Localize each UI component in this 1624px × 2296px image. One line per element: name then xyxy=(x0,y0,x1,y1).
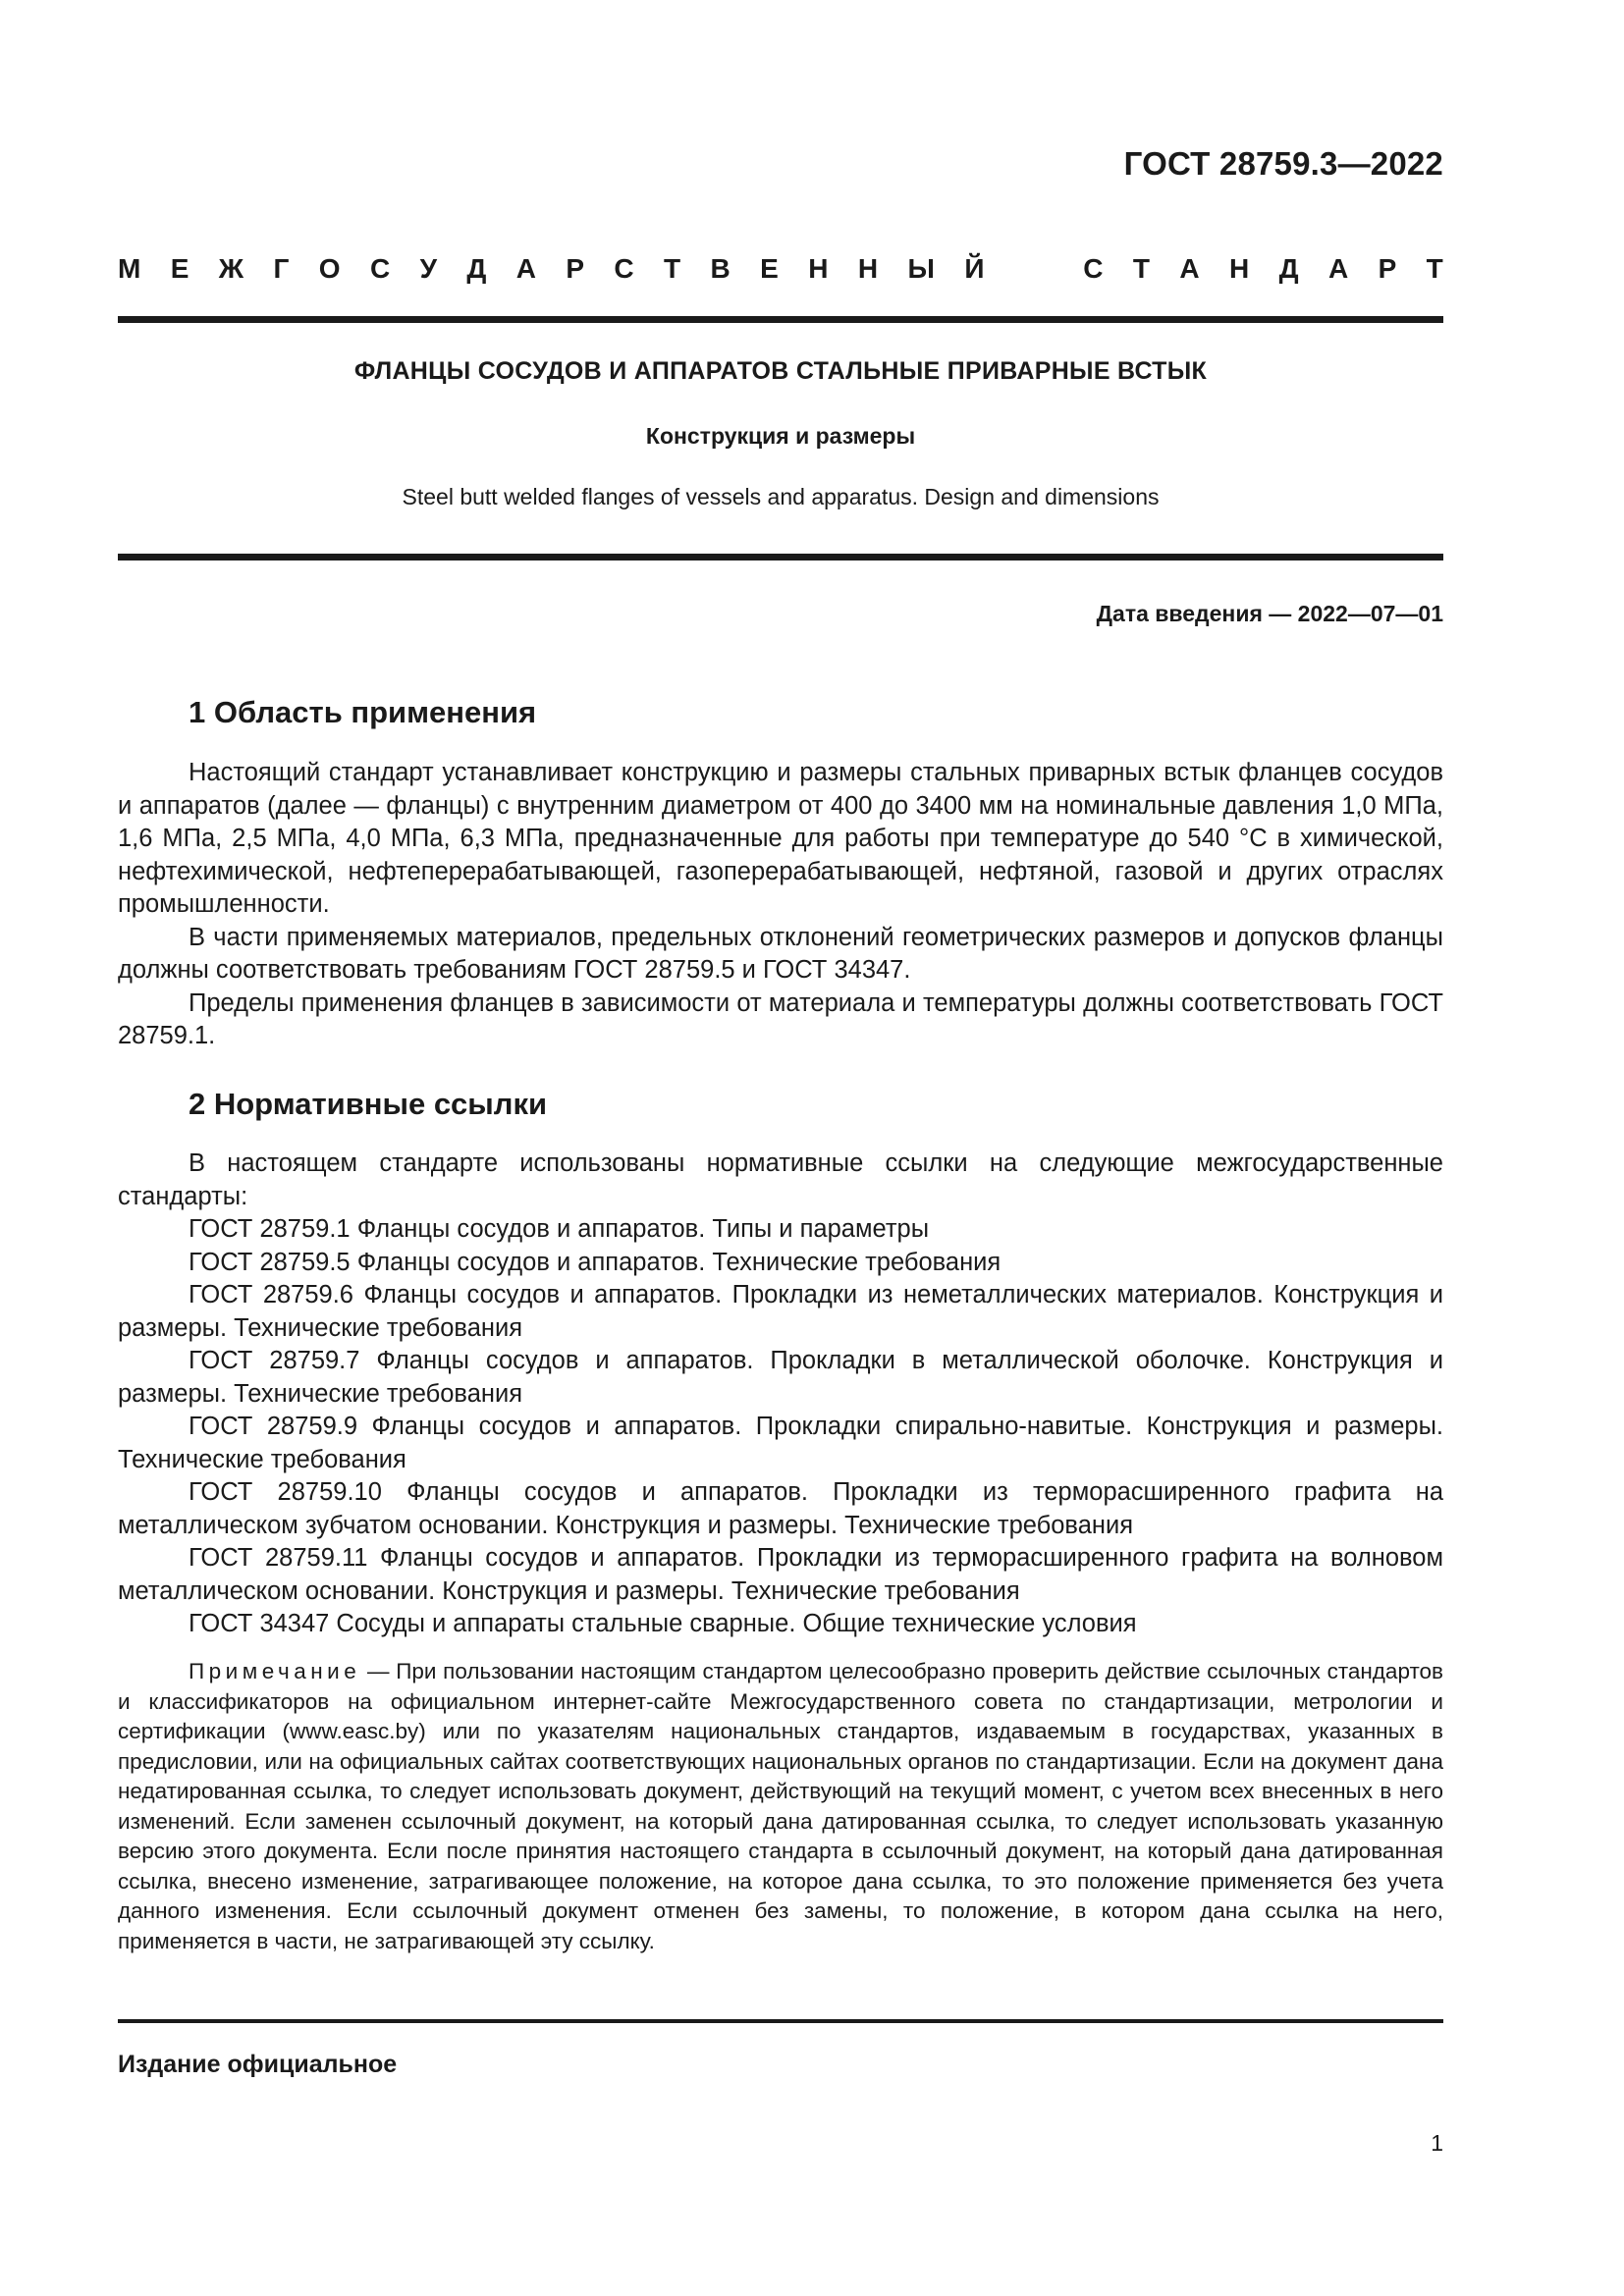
note-text: — При пользовании настоящим стандартом целесообразно проверить действие ссылочных стандартов и классификаторов на официальном интернет-сайте Межгосударственного совета по стандартизации, метрологии и сертификации (www.easc.by) или по указателям национальных стандартов, издаваемым в государствах, указанных в предисловии, или на официальных сайтах соответствующих национальных органов по стандартизации. Если на документ дана недатированная ссылка, то следует использовать документ, действующий на текущий момент, с учетом всех внесенных в него изменений. Если заменен ссылочный документ, на который дана датированная ссылка, то следует использовать указанную версию этого документа. Если после принятия настоящего стандарта в ссылочный документ, на который дана датированная ссылка, внесено изменение, затрагивающее положение, на которое дана ссылка, то это положение применяется без учета данного изменения. Если ссылочный документ отменен без замены, то положение, в котором дана ссылка на него, применяется в части, не затрагивающей эту ссылку. xyxy=(118,1659,1443,1953)
page-number: 1 xyxy=(1431,2130,1443,2156)
document-number: ГОСТ 28759.3—2022 xyxy=(1123,145,1443,182)
reference-item: ГОСТ 28759.5 Фланцы сосудов и аппаратов. Технические требования xyxy=(189,1248,1001,1276)
banner-letter: С xyxy=(1083,253,1104,284)
reference-item: ГОСТ 28759.9 Фланцы сосудов и аппаратов. Прокладки спирально-навитые. Конструкция и размеры. Технические требования xyxy=(118,1413,1443,1473)
banner-letter: Е xyxy=(170,253,189,284)
note-paragraph xyxy=(118,1657,1443,1956)
banner-letter: А xyxy=(515,253,536,284)
note-label: Примечание xyxy=(189,1659,361,1683)
edition-label: Издание официальное xyxy=(118,2051,398,2078)
reference-item: ГОСТ 28759.1 Фланцы сосудов и аппаратов. Типы и параметры xyxy=(189,1215,930,1243)
section-2-body xyxy=(118,1148,1443,1641)
banner-letter: Н xyxy=(857,253,879,284)
document-page xyxy=(118,0,1443,2296)
document-subtitle: Конструкция и размеры xyxy=(645,423,916,449)
banner-letter: Д xyxy=(1278,253,1299,284)
banner-letter: Г xyxy=(273,253,290,284)
banner-letter: В xyxy=(710,253,731,284)
reference-item: ГОСТ 28759.7 Фланцы сосудов и аппаратов. Прокладки в металлической оболочке. Конструкция и размеры. Технические требования xyxy=(118,1347,1443,1408)
paragraph: В части применяемых материалов, предельных отклонений геометрических размеров и допусков фланцы должны соответствовать требованиям ГОСТ 28759.5 и ГОСТ 34347. xyxy=(118,923,1443,984)
document-title: ФЛАНЦЫ СОСУДОВ И АППАРАТОВ СТАЛЬНЫЕ ПРИВАРНЫЕ ВСТЫК xyxy=(353,357,1208,385)
reference-item: ГОСТ 34347 Сосуды и аппараты стальные сварные. Общие технические условия xyxy=(189,1610,1137,1637)
banner-letter: А xyxy=(1179,253,1200,284)
banner-letter: Т xyxy=(1426,253,1443,284)
banner-letter: Н xyxy=(1228,253,1250,284)
banner-letter: Ж xyxy=(218,253,244,284)
paragraph: Пределы применения фланцев в зависимости от материала и температуры должны соответствовать ГОСТ 28759.1. xyxy=(118,988,1443,1049)
reference-item: ГОСТ 28759.10 Фланцы сосудов и аппаратов. Прокладки из терморасширенного графита на металлическом зубчатом основании. Конструкция и размеры. Технические требования xyxy=(118,1478,1443,1539)
banner-letter: Д xyxy=(466,253,487,284)
footer-divider xyxy=(118,2019,1443,2023)
banner-letter: О xyxy=(318,253,341,284)
section-2-heading: 2 Нормативные ссылки xyxy=(189,1087,548,1121)
banner-letter: Т xyxy=(1132,253,1150,284)
banner-letter: Й xyxy=(964,253,985,284)
banner-letter: С xyxy=(369,253,391,284)
banner-letter: Н xyxy=(808,253,829,284)
paragraph: В настоящем стандарте использованы нормативные ссылки на следующие межгосударственные стандарты: xyxy=(118,1149,1443,1210)
reference-item: ГОСТ 28759.6 Фланцы сосудов и аппаратов. Прокладки из неметаллических материалов. Конструкция и размеры. Технические требования xyxy=(118,1281,1443,1342)
paragraph: Настоящий стандарт устанавливает конструкцию и размеры стальных приварных встык фланцев сосудов и аппаратов (далее — фланцы) с внутренним диаметром от 400 до 3400 мм на номинальные давления 1,0 МПа, 1,6 МПа, 2,5 МПа, 4,0 МПа, 6,3 МПа, предназначенные для работы при температуре до 540 °С в химической, нефтехимической, нефтеперерабатывающей, газоперерабатывающей, нефтяной, газовой и других отраслях промышленности. xyxy=(118,759,1443,918)
banner-letter: Т xyxy=(664,253,681,284)
note xyxy=(118,1657,1443,1956)
section-1-body xyxy=(118,757,1443,1053)
banner-word-gap xyxy=(1014,252,1054,286)
banner-letter: Р xyxy=(1378,253,1397,284)
header-divider xyxy=(118,316,1443,323)
banner-letter: М xyxy=(118,253,141,284)
banner-letter: А xyxy=(1327,253,1349,284)
banner-letter: С xyxy=(614,253,634,284)
document-title-english: Steel butt welded flanges of vessels and apparatus. Design and dimensions xyxy=(402,484,1160,509)
banner-letter: У xyxy=(419,253,437,284)
banner-letter: Р xyxy=(566,253,585,284)
banner-letter: Е xyxy=(760,253,779,284)
title-divider xyxy=(118,554,1443,561)
reference-item: ГОСТ 28759.11 Фланцы сосудов и аппаратов. Прокладки из терморасширенного графита на волновом металлическом основании. Конструкция и размеры. Технические требования xyxy=(118,1544,1443,1605)
introduction-date: Дата введения — 2022—07—01 xyxy=(1096,601,1443,626)
section-1-heading: 1 Область применения xyxy=(189,695,537,729)
banner-letter: Ы xyxy=(907,253,935,284)
standard-type-banner xyxy=(118,252,1443,286)
